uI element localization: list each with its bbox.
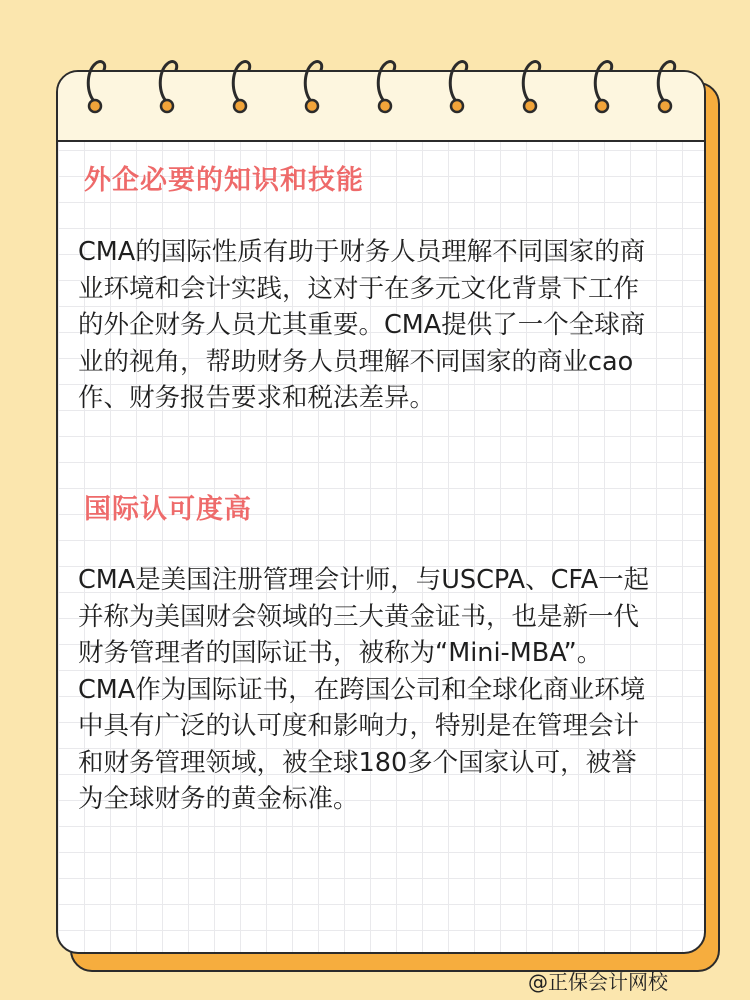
binder-ring-icon: [652, 50, 682, 116]
binder-ring-icon: [154, 50, 184, 116]
binder-ring-icon: [372, 50, 402, 116]
section-title: 国际认可度高: [84, 494, 252, 525]
binder-ring-icon: [517, 50, 547, 116]
binder-ring-icon: [227, 50, 257, 116]
section-body: CMA的国际性质有助于财务人员理解不同国家的商 业环境和会计实践，这对于在多元文化背景下工作 的外企财务人员尤其重要。CMA提供了一个全球商 业的视角，帮助财务人员理解不同国家的商业cao 作、财务报告要求和税法差异。: [78, 237, 646, 413]
binder-rings: [56, 50, 702, 120]
binder-ring-icon: [299, 50, 329, 116]
watermark: @正保会计网校: [528, 970, 668, 994]
binder-ring-icon: [82, 50, 112, 116]
binder-ring-icon: [444, 50, 474, 116]
section-title: 外企必要的知识和技能: [84, 165, 364, 196]
binder-ring-icon: [589, 50, 619, 116]
section-body: CMA是美国注册管理会计师，与USCPA、CFA一起 并称为美国财会领域的三大黄金证书，也是新一代 财务管理者的国际证书，被称为“Mini-MBA”。 CMA作为国际证书，在跨国公司和全球化商业环境 中具有广泛的认可度和影响力，特别是在管理会计 和财务管理领域，被全球180多个国家认可，被誉 为全球财务的黄金标准。: [78, 565, 650, 814]
